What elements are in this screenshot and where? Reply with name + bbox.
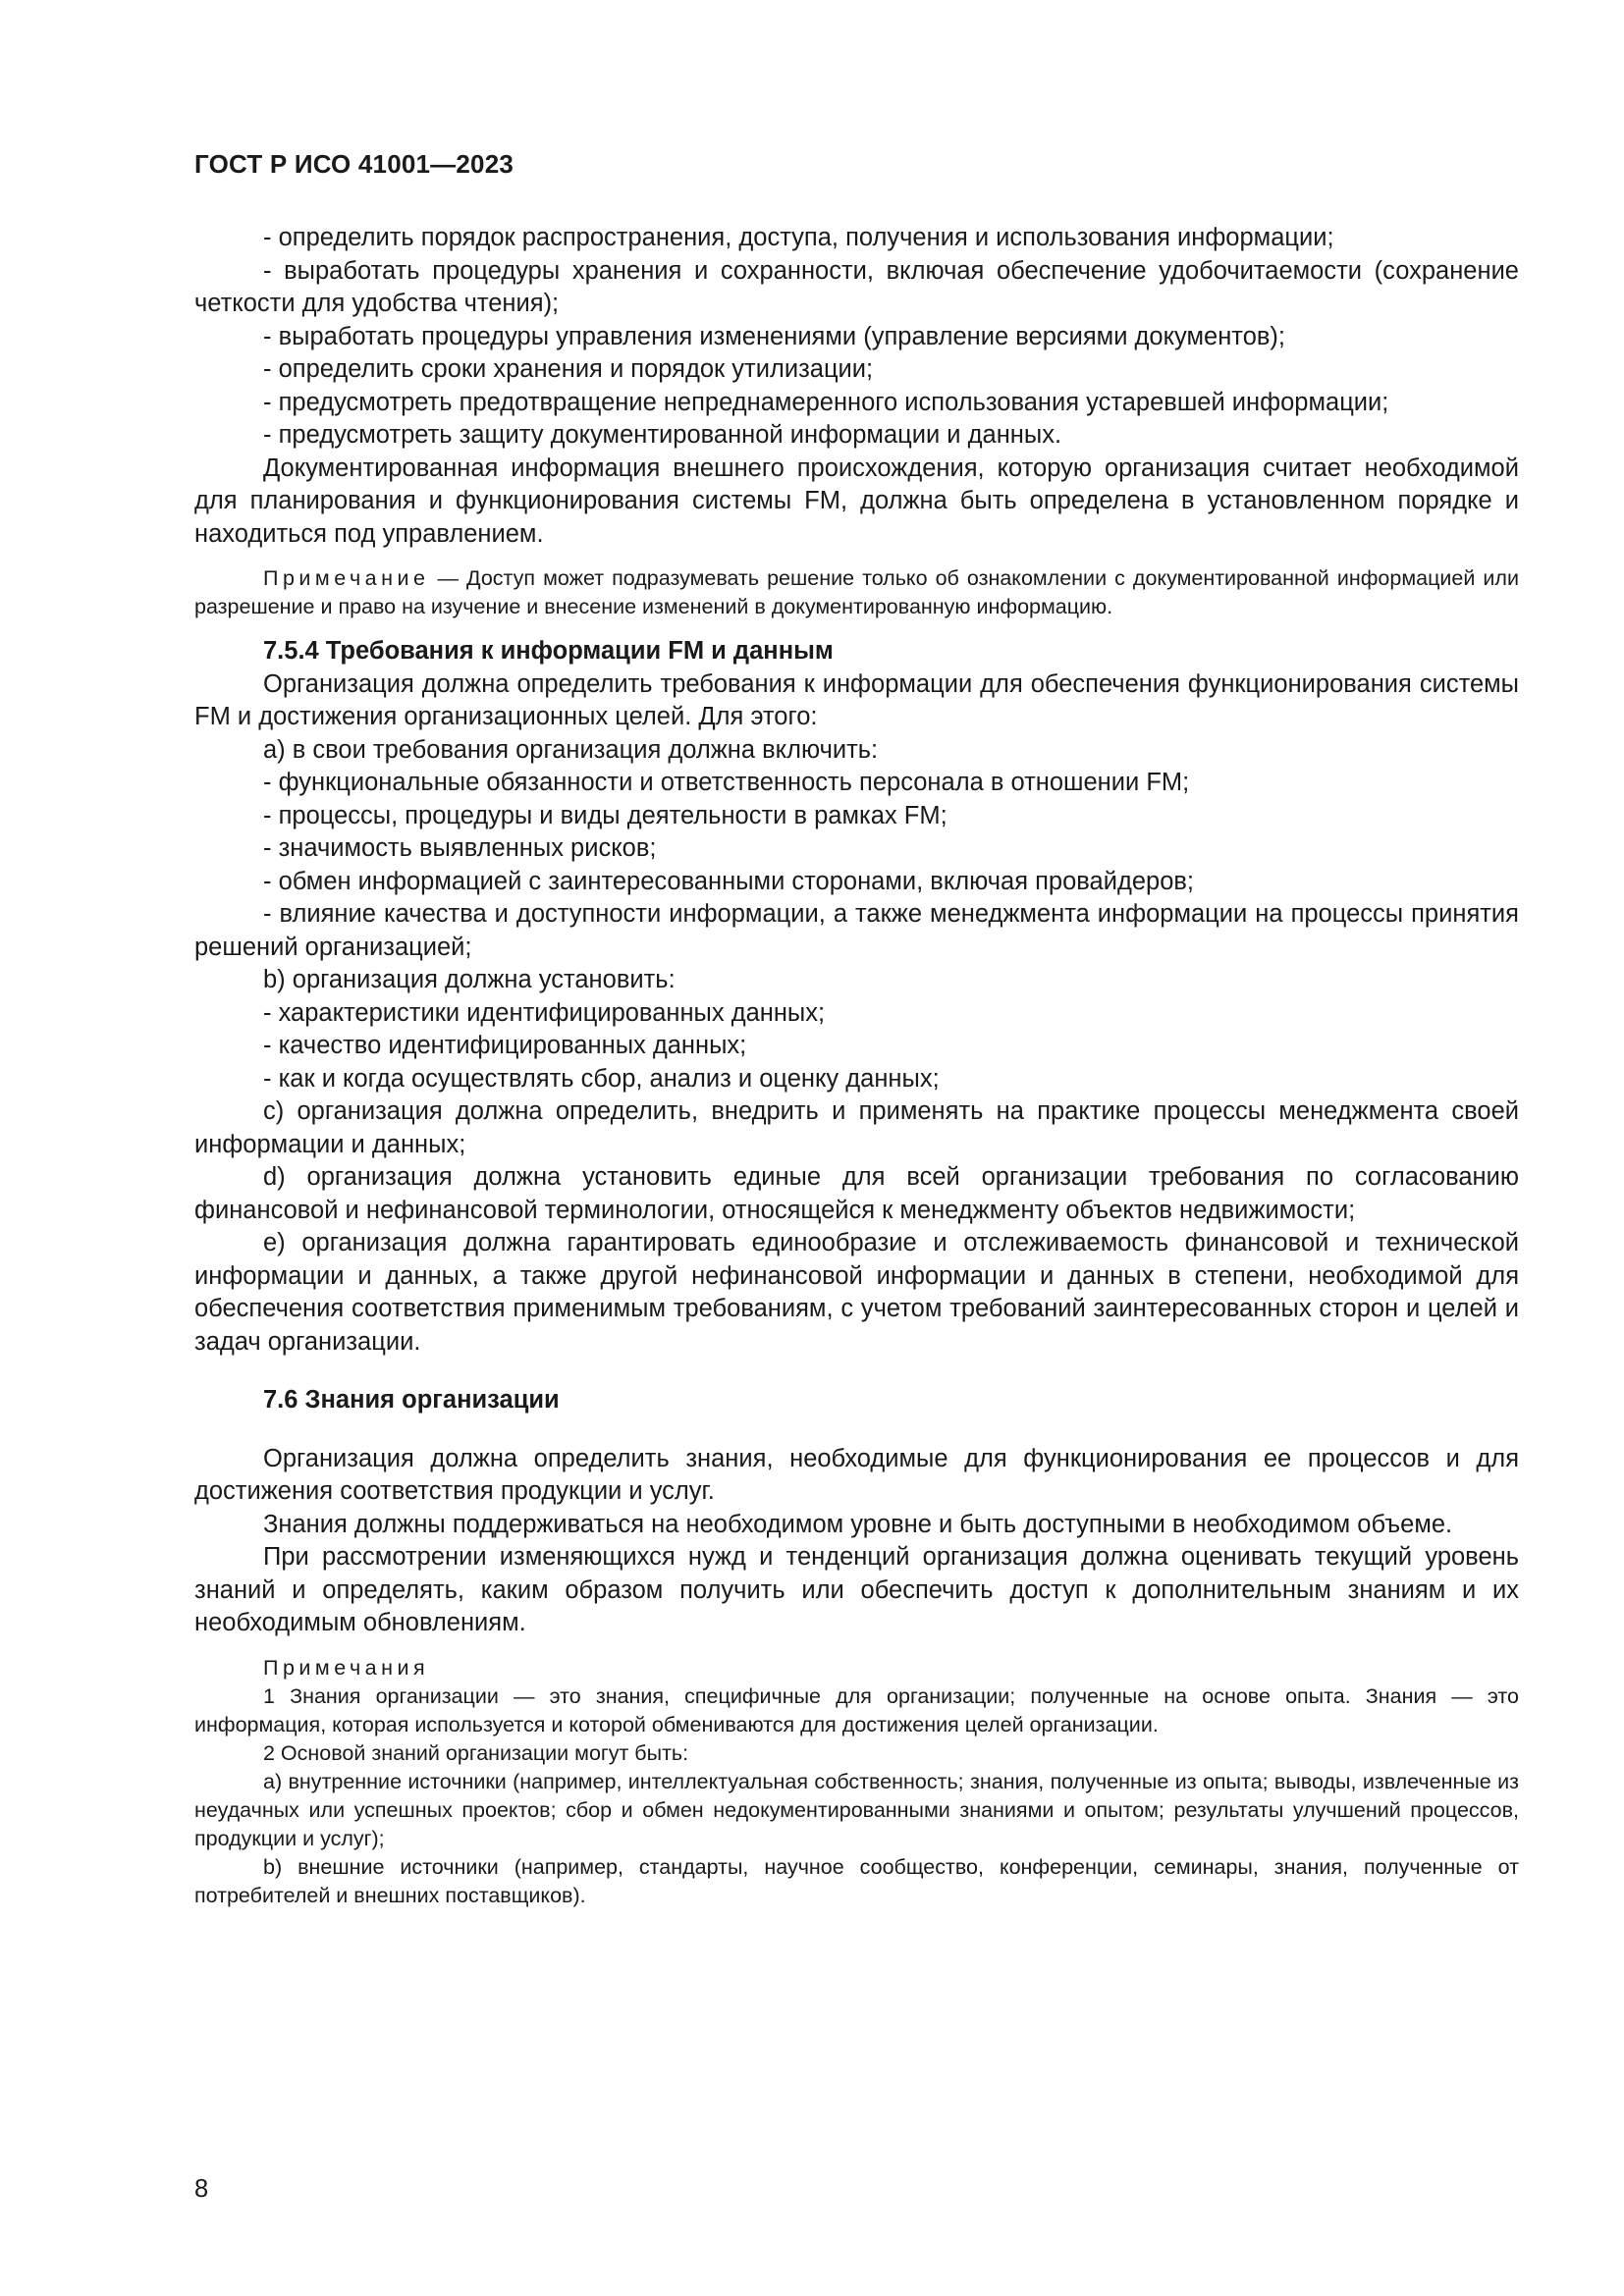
note-item: а) внутренние источники (например, интеллектуальная собственность; знания, полученные из опыта; выводы, извлеченные из неудачных или успешных проектов; сбор и обмен недокументированными знаниями и опытом; результаты улучшений процессов, продукции и услуг); [194,1769,1519,1850]
list-item: - функциональные обязанности и ответственность персонала в отношении FM; [263,769,1190,796]
list-item: - обмен информацией с заинтересованными сторонами, включая провайдеров; [263,867,1195,895]
document-header: ГОСТ Р ИСО 41001—2023 [194,149,514,179]
list-item: с) организация должна определить, внедрить и применять на практике процессы менеджмента своей информации и данных; [194,1097,1519,1158]
document-body [194,222,1519,1910]
list-item: а) в свои требования организация должна включить: [263,735,879,764]
paragraph: Знания должны поддерживаться на необходимом уровне и быть доступными в необходимом объеме. [263,1510,1453,1538]
list-item: b) организация должна установить: [263,966,676,993]
list-item: е) организация должна гарантировать единообразие и отслеживаемость финансовой и технической информации и данных, а также другой нефинансовой информации и данных в степени, необходимой для обеспечения соответствия применимым требованиям, с учетом требований заинтересованных сторон и целей и задач организации. [194,1229,1519,1356]
list-item: - определить сроки хранения и порядок утилизации; [263,355,874,383]
section-heading-7-5-4: 7.5.4 Требования к информации FM и данным [263,637,834,665]
note [194,564,1519,621]
list-item: - процессы, процедуры и виды деятельности в рамках FM; [263,801,947,829]
note-item: b) внешние источники (например, стандарты, научное сообщество, конференции, семинары, знания, полученные от потребителей и внешних поставщиков). [194,1854,1519,1907]
list-item: - как и когда осуществлять сбор, анализ и оценку данных; [263,1064,940,1093]
page-number: 8 [194,2175,209,2203]
paragraph: Организация должна определить знания, необходимые для функционирования ее процессов и для достижения соответствия продукции и услуг. [194,1444,1519,1505]
paragraph: Организация должна определить требования к информации для обеспечения функционирования системы FM и достижения организационных целей. Для этого: [194,669,1519,730]
paragraph: При рассмотрении изменяющихся нужд и тенденций организация должна оценивать текущий уровень знаний и определять, каким образом получить или обеспечить доступ к дополнительным знаниям и их необходимым обновлениям. [194,1543,1519,1636]
list-item: - качество идентифицированных данных; [263,1032,747,1059]
notes-label: Примечания [263,1655,430,1680]
note-label: Примечание [263,566,430,590]
section-heading-7-6: 7.6 Знания организации [263,1386,560,1414]
list-item: - характеристики идентифицированных данных; [263,998,826,1027]
list-item: - выработать процедуры управления изменениями (управление версиями документов); [263,322,1286,350]
list-item: - предусмотреть предотвращение непреднамеренного использования устаревшей информации; [263,388,1389,416]
list-item: - значимость выявленных рисков; [263,834,657,862]
list-item: - выработать процедуры хранения и сохранности, включая обеспечение удобочитаемости (сохранение четкости для удобства чтения); [194,256,1519,317]
paragraph: Документированная информация внешнего происхождения, которую организация считает необходимой для планирования и функционирования системы FM, должна быть определена в установленном порядке и находиться под управлением. [194,454,1519,548]
list-item: d) организация должна установить единые для всей организации требования по согласованию финансовой и нефинансовой терминологии, относящейся к менеджменту объектов недвижимости; [194,1163,1519,1224]
note-item: 2 Основой знаний организации могут быть: [263,1740,689,1765]
note-item: 1 Знания организации — это знания, специфичные для организации; полученные на основе опыта. Знания — это информация, которая используется и которой обмениваются для достижения целей организации. [194,1683,1519,1736]
list-item: - определить порядок распространения, доступа, получения и использования информации; [263,224,1334,251]
list-item: - предусмотреть защиту документированной информации и данных. [263,421,1062,449]
list-item: - влияние качества и доступности информации, а также менеджмента информации на процессы принятия решений организацией; [194,900,1519,961]
note-text: — Доступ может подразумевать решение только об ознакомлении с документированной информацией или разрешение и право на изучение и внесение изменений в документированную информацию. [194,566,1519,618]
